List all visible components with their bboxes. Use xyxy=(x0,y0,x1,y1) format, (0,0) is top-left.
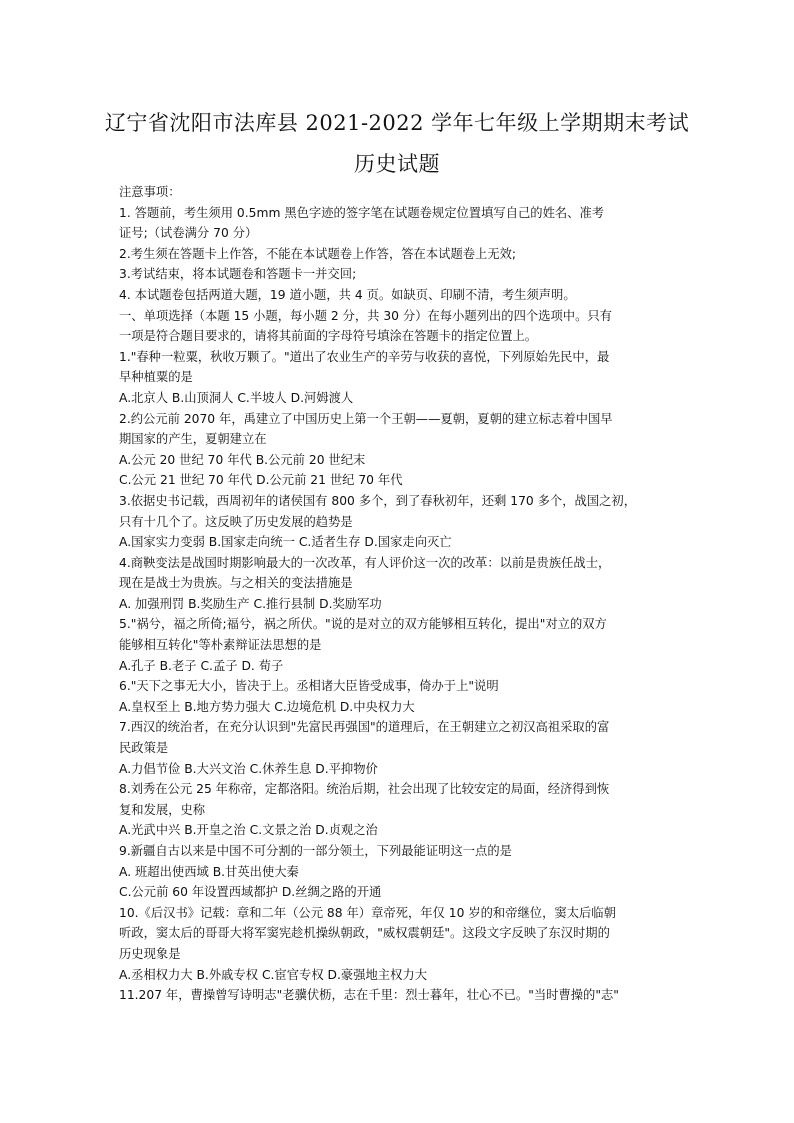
text-line: A.光武中兴 B.开皇之治 C.文景之治 D.贞观之治 xyxy=(119,823,378,838)
text-line: 9.新疆自古以来是中国不可分割的一部分领土，下列最能证明这一点的是 xyxy=(119,844,512,858)
exam-subtitle: 历史试题 xyxy=(354,152,440,176)
text-line: C.公元 21 世纪 70 年代 D.公元前 21 世纪 70 年代 xyxy=(119,473,403,488)
text-line: 现在是战士为贵族。与之相关的变法措施是 xyxy=(119,576,353,591)
text-line: 早种植粟的是 xyxy=(119,370,193,385)
text-line: 期国家的产生，夏朝建立在 xyxy=(119,432,267,447)
text-line: 3.考试结束，将本试题卷和答题卡一并交回; xyxy=(119,267,357,282)
text-line: 4. 本试题卷包括两道大题，19 道小题，共 4 页。如缺页、印刷不清，考生须声明。 xyxy=(119,287,576,302)
text-line: A. 加强刑罚 B.奖励生产 C.推行县制 D.奖励军功 xyxy=(119,596,382,611)
exam-body xyxy=(119,182,677,1006)
text-line: 1."春种一粒粟，秋收万颗了。"道出了农业生产的辛劳与收获的喜悦，下列原始先民中，最 xyxy=(119,349,610,364)
text-line: A.丞相权力大 B.外戚专权 C.宦官专权 D.豪强地主权力大 xyxy=(119,967,427,982)
text-line: 7.西汉的统治者，在充分认识到"先富民再强国"的道理后，在王朝建立之初汉高祖采取的富 xyxy=(119,720,610,735)
text-line: 4.商鞅变法是战国时期影响最大的一次改革，有人评价这一次的改革：以前是贵族任战士， xyxy=(119,555,611,570)
text-line: 1. 答题前，考生须用 0.5mm 黑色字迹的签字笔在试题卷规定位置填写自己的姓名、准考 xyxy=(119,205,605,220)
text-line: A.力倡节俭 B.大兴文治 C.休养生息 D.平抑物价 xyxy=(119,761,378,776)
text-line: 2.考生须在答题卡上作答，不能在本试题卷上作答，答在本试题卷上无效; xyxy=(119,246,517,261)
text-line: A.孔子 B.老子 C.孟子 D. 荀子 xyxy=(119,658,284,673)
text-line: 历史现象是 xyxy=(119,946,181,961)
exam-title: 辽宁省沈阳市法库县 2021-2022 学年七年级上学期期末考试 xyxy=(104,111,690,135)
text-line: 6."天下之事无大小，皆决于上。丞相诸大臣皆受成事，倚办于上"说明 xyxy=(119,679,499,694)
text-line: 证号;（试卷满分 70 分） xyxy=(119,226,258,241)
text-line: 复和发展，史称 xyxy=(119,802,206,817)
text-line: 8.刘秀在公元 25 年称帝，定都洛阳。统治后期，社会出现了比较安定的局面，经济得到恢 xyxy=(119,782,610,797)
text-line: A.国家实力变弱 B.国家走向统一 C.适者生存 D.国家走向灭亡 xyxy=(119,535,452,550)
text-line: 11.207 年，曹操曾写诗明志"老骥伏枥，志在千里：烈士暮年，壮心不已。"当时曹操的"志" xyxy=(119,988,619,1003)
text-line: 2.约公元前 2070 年，禹建立了中国历史上第一个王朝——夏朝，夏朝的建立标志着中国早 xyxy=(119,411,613,426)
text-line: 10.《后汉书》记载：章和二年（公元 88 年）章帝死，年仅 10 岁的和帝继位，窦太后临朝 xyxy=(119,905,616,920)
text-line: 能够相互转化"等朴素辩证法思想的是 xyxy=(119,638,322,653)
text-line: 3.依据史书记载，西周初年的诸侯国有 800 多个，到了春秋初年，还剩 170 多个，战国之初， xyxy=(119,493,636,508)
text-line: C.公元前 60 年设置西域都护 D.丝绸之路的开通 xyxy=(119,885,382,900)
text-line: A.公元 20 世纪 70 年代 B.公元前 20 世纪末 xyxy=(119,452,366,467)
text-line: 听政，窦太后的哥哥大将军窦宪趁机操纵朝政，"威权震朝廷"。这段文字反映了东汉时期的 xyxy=(119,926,610,941)
text-line: 一项是符合题目要求的，请将其前面的字母符号填涂在答题卡的指定位置上。 xyxy=(119,329,538,344)
text-line: 民政策是 xyxy=(119,741,169,756)
text-line: 只有十几个了。这反映了历史发展的趋势是 xyxy=(119,514,353,529)
text-line: A.皇权至上 B.地方势力强大 C.边境危机 D.中央权力大 xyxy=(119,699,415,714)
text-line: A.北京人 B.山顶洞人 C.半坡人 D.河姆渡人 xyxy=(119,390,354,405)
text-line: 5."祸兮，福之所倚;福兮，祸之所伏。"说的是对立的双方能够相互转化，提出"对立的双方 xyxy=(119,617,607,632)
text-line: A. 班超出使西域 B.甘英出使大秦 xyxy=(119,864,299,879)
text-line: 注意事项： xyxy=(119,185,181,199)
text-line: 一、单项选择（本题 15 小题，每小题 2 分，共 30 分）在每小题列出的四个选项中。只有 xyxy=(119,308,612,323)
